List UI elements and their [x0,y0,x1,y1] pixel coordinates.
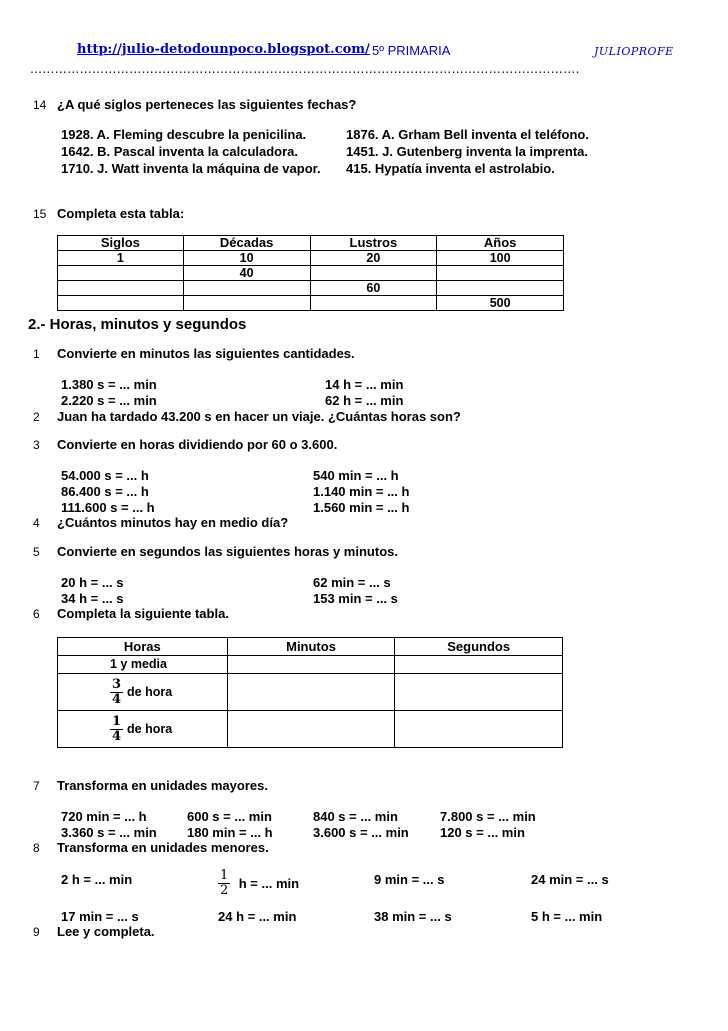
question-number: 7 [33,779,40,793]
table-cell [227,656,395,674]
exercise-item: 180 min = ... h [187,825,273,840]
table-cell [227,711,395,748]
table-cell [58,296,184,311]
question-number: 2 [33,410,40,424]
exercise-item: 24 h = ... min [218,909,297,924]
table-header: Lustros [310,236,437,251]
exercise-item: 1710. J. Watt inventa la máquina de vapor. [61,161,321,176]
siglos-table [57,235,564,311]
table-row [58,266,564,281]
exercise-item: 1876. A. Grham Bell inventa el teléfono. [346,127,589,142]
table-cell [310,296,437,311]
question-number: 15 [33,207,47,221]
exercise-item: 3.600 s = ... min [313,825,409,840]
grade-label: 5º PRIMARIA [372,43,451,58]
exercise-item: 1.380 s = ... min [61,377,157,392]
question-number: 14 [33,98,47,112]
table-header: Siglos [58,236,184,251]
exercise-item: 62 min = ... s [313,575,391,590]
table-row [58,656,563,674]
exercise-item: 1928. A. Fleming descubre la penicilina. [61,127,307,142]
fraction: $\frac{1}{4}$ [112,713,122,744]
question-text: Completa la siguiente tabla. [57,606,229,621]
table-cell [310,266,437,281]
exercise-item: 5 h = ... min [531,909,603,924]
exercise-item: 24 min = ... s [531,872,609,887]
section-title: 2.- Horas, minutos y segundos [28,316,247,333]
exercise-item: 153 min = ... s [313,591,398,606]
exercise-item: 34 h = ... s [61,591,124,606]
table-header: Segundos [395,638,563,656]
exercise-item: 540 min = ... h [313,468,399,483]
table-header: Años [437,236,564,251]
table-cell: $\frac{1}{4}$ de hora [58,711,228,748]
table-cell: 500 [437,296,564,311]
question-text: Lee y completa. [57,924,155,939]
exercise-item: 600 s = ... min [187,809,272,824]
author-label: JULIOPROFE [594,45,674,58]
question-number: 6 [33,607,40,621]
exercise-item: 86.400 s = ... h [61,484,149,499]
exercise-item: 1.140 min = ... h [313,484,410,499]
exercise-item: 720 min = ... h [61,809,147,824]
table-cell: 100 [437,251,564,266]
question-text: ¿A qué siglos perteneces las siguientes fechas? [57,97,357,112]
question-number: 1 [33,347,40,361]
question-text: Convierte en horas dividiendo por 60 o 3.600. [57,437,338,452]
table-row [58,281,564,296]
exercise-item: 2.220 s = ... min [61,393,157,408]
exercise-item: 38 min = ... s [374,909,452,924]
question-text: Convierte en minutos las siguientes cantidades. [57,346,355,361]
question-number: 9 [33,925,40,939]
table-header: Minutos [227,638,395,656]
exercise-item: 111.600 s = ... h [61,500,155,515]
exercise-item: 2 h = ... min [61,872,133,887]
table-header: Décadas [183,236,310,251]
fraction: $\frac{3}{4}$ [112,676,122,707]
question-number: 8 [33,841,40,855]
table-cell: 20 [310,251,437,266]
exercise-item: 840 s = ... min [313,809,398,824]
exercise-item: 14 h = ... min [325,377,404,392]
blog-url-link[interactable]: http://julio-detodounpoco.blogspot.com/ [77,42,370,57]
table-row [58,296,564,311]
exercise-item: 20 h = ... s [61,575,124,590]
exercise-item: $\frac{1}{2}$ h = ... min [220,868,300,898]
exercise-item: 9 min = ... s [374,872,445,887]
exercise-item: 62 h = ... min [325,393,404,408]
question-text: Transforma en unidades menores. [57,840,269,855]
question-number: 5 [33,545,40,559]
table-cell [437,281,564,296]
table-cell [58,281,184,296]
table-row [58,711,563,748]
question-text: Juan ha tardado 43.200 s en hacer un viaje. ¿Cuántas horas son? [57,409,461,424]
table-cell [437,266,564,281]
fraction: $\frac{1}{2}$ [220,868,229,898]
exercise-item: 415. Hypatía inventa el astrolabio. [346,161,555,176]
question-text: Transforma en unidades mayores. [57,778,268,793]
table-cell [395,674,563,711]
exercise-item: 1.560 min = ... h [313,500,410,515]
table-cell: $\frac{3}{4}$ de hora [58,674,228,711]
question-text: ¿Cuántos minutos hay en medio día? [57,515,289,530]
table-header: Horas [58,638,228,656]
table-cell [395,711,563,748]
table-cell: 1 y media [58,656,228,674]
table-cell: 10 [183,251,310,266]
question-number: 4 [33,516,40,530]
exercise-item: 7.800 s = ... min [440,809,536,824]
table-cell [227,674,395,711]
table-cell: 40 [183,266,310,281]
table-cell [395,656,563,674]
horas-table [57,637,563,748]
exercise-item: 17 min = ... s [61,909,139,924]
exercise-item: 1451. J. Gutenberg inventa la imprenta. [346,144,589,159]
table-row [58,251,564,266]
exercise-item: 3.360 s = ... min [61,825,157,840]
table-cell: 60 [310,281,437,296]
table-cell [58,266,184,281]
header-divider: ……………………………………………………………………………………………………………………. [30,62,580,76]
exercise-item: 54.000 s = ... h [61,468,149,483]
table-row [58,674,563,711]
exercise-item: 1642. B. Pascal inventa la calculadora. [61,144,299,159]
table-cell: 1 [58,251,184,266]
exercise-item: 120 s = ... min [440,825,525,840]
question-text: Convierte en segundos las siguientes horas y minutos. [57,544,398,559]
table-cell [183,281,310,296]
table-cell [183,296,310,311]
question-text: Completa esta tabla: [57,206,185,221]
question-number: 3 [33,438,40,452]
